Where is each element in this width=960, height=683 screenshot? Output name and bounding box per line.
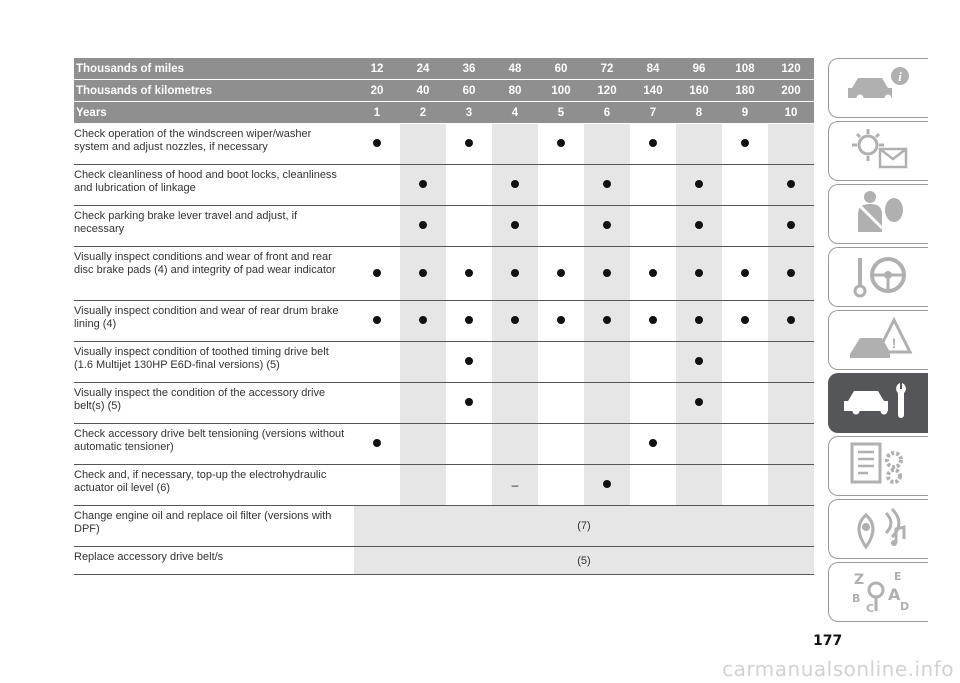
schedule-cell xyxy=(584,301,630,342)
scheduled-dot-icon xyxy=(373,139,381,147)
schedule-cell xyxy=(768,424,814,465)
key-steering-wheel-icon xyxy=(844,251,914,304)
operation-description: Visually inspect condition of toothed timing drive belt (1.6 Multijet 130HP E6D-final versions) (5) xyxy=(74,342,354,383)
table-row xyxy=(74,124,814,165)
schedule-cell xyxy=(584,383,630,424)
schedule-cell xyxy=(768,124,814,165)
scheduled-dot-icon xyxy=(649,139,657,147)
operation-description: Check and, if necessary, top-up the electrohydraulic actuator oil level (6) xyxy=(74,465,354,506)
schedule-cell xyxy=(446,165,492,206)
seatbelt-airbag-icon xyxy=(844,188,914,241)
schedule-cell xyxy=(676,165,722,206)
header-label: Years xyxy=(74,102,354,124)
chapter-tab[interactable] xyxy=(828,373,928,433)
operation-description: Visually inspect conditions and wear of front and rear disc brake pads (4) and integrity of pad wear indicator xyxy=(74,247,354,301)
schedule-cell xyxy=(722,247,768,301)
schedule-cell xyxy=(630,383,676,424)
scheduled-dot-icon xyxy=(557,269,565,277)
header-value: 140 xyxy=(630,80,676,102)
header-value: 7 xyxy=(630,102,676,124)
schedule-cell xyxy=(584,342,630,383)
schedule-cell xyxy=(492,383,538,424)
schedule-cell xyxy=(354,301,400,342)
scheduled-dot-icon xyxy=(603,480,611,488)
table-row xyxy=(74,465,814,506)
schedule-cell xyxy=(722,383,768,424)
header-value: 10 xyxy=(768,102,814,124)
scheduled-dot-icon xyxy=(741,139,749,147)
scheduled-dot-icon xyxy=(465,398,473,406)
scheduled-dot-icon xyxy=(787,221,795,229)
car-breakdown-warning-icon xyxy=(844,314,914,367)
schedule-cell xyxy=(722,206,768,247)
scheduled-dot-icon xyxy=(511,180,519,188)
scheduled-dot-icon xyxy=(741,316,749,324)
svg-text:D: D xyxy=(899,599,909,613)
header-value: 40 xyxy=(400,80,446,102)
schedule-cell xyxy=(584,124,630,165)
warning-light-message-icon xyxy=(844,125,914,178)
header-value: 48 xyxy=(492,58,538,80)
schedule-cell xyxy=(584,465,630,506)
scheduled-dot-icon xyxy=(695,180,703,188)
schedule-cell xyxy=(492,206,538,247)
svg-text:C: C xyxy=(865,601,874,614)
schedule-cell xyxy=(630,165,676,206)
chapter-tab[interactable] xyxy=(828,310,928,370)
header-value: 5 xyxy=(538,102,584,124)
schedule-cell xyxy=(354,342,400,383)
scheduled-dot-icon xyxy=(649,269,657,277)
scheduled-dot-icon xyxy=(419,316,427,324)
header-value: 12 xyxy=(354,58,400,80)
schedule-cell xyxy=(492,247,538,301)
header-value: 72 xyxy=(584,58,630,80)
schedule-cell xyxy=(722,301,768,342)
scheduled-dot-icon xyxy=(557,139,565,147)
table-row xyxy=(74,547,814,575)
operation-description: Check parking brake lever travel and adjust, if necessary xyxy=(74,206,354,247)
schedule-cell xyxy=(768,165,814,206)
header-value: 100 xyxy=(538,80,584,102)
schedule-cell xyxy=(446,124,492,165)
schedule-cell xyxy=(768,247,814,301)
watermark-text: carmanualsonline.info xyxy=(722,657,954,681)
schedule-cell xyxy=(538,206,584,247)
header-value: 60 xyxy=(446,80,492,102)
schedule-cell xyxy=(354,165,400,206)
schedule-cell xyxy=(492,424,538,465)
chapter-tab[interactable] xyxy=(828,562,928,622)
schedule-cell xyxy=(676,342,722,383)
header-value: 160 xyxy=(676,80,722,102)
schedule-cell xyxy=(446,206,492,247)
schedule-cell xyxy=(538,424,584,465)
header-row-years xyxy=(74,102,814,124)
header-value: 84 xyxy=(630,58,676,80)
schedule-cell xyxy=(768,465,814,506)
scheduled-dot-icon xyxy=(695,269,703,277)
schedule-cell xyxy=(400,247,446,301)
header-label: Thousands of miles xyxy=(74,58,354,80)
scheduled-dot-icon xyxy=(373,439,381,447)
header-value: 2 xyxy=(400,102,446,124)
scheduled-dot-icon xyxy=(649,439,657,447)
header-value: 200 xyxy=(768,80,814,102)
table-row xyxy=(74,506,814,547)
schedule-cell xyxy=(630,342,676,383)
scheduled-dot-icon xyxy=(787,269,795,277)
schedule-cell xyxy=(492,465,538,506)
scheduled-dot-icon xyxy=(603,269,611,277)
schedule-cell xyxy=(768,301,814,342)
table-row xyxy=(74,206,814,247)
scheduled-dot-icon xyxy=(603,316,611,324)
schedule-cell xyxy=(538,247,584,301)
operation-description: Visually inspect condition and wear of rear drum brake lining (4) xyxy=(74,301,354,342)
schedule-cell xyxy=(722,124,768,165)
header-value: 96 xyxy=(676,58,722,80)
scheduled-dot-icon xyxy=(511,316,519,324)
table-row xyxy=(74,301,814,342)
scheduled-dot-icon xyxy=(557,316,565,324)
schedule-cell xyxy=(446,342,492,383)
svg-text:i: i xyxy=(897,68,902,84)
schedule-cell xyxy=(676,383,722,424)
schedule-cell xyxy=(400,165,446,206)
schedule-cell xyxy=(584,206,630,247)
car-info-icon xyxy=(844,62,914,115)
maintenance-schedule-table xyxy=(74,58,814,575)
alphabetical-index-icon xyxy=(844,566,914,619)
scheduled-dot-icon xyxy=(695,398,703,406)
chapter-tab-sidebar xyxy=(828,58,928,625)
schedule-cell xyxy=(446,383,492,424)
scheduled-dot-icon xyxy=(695,221,703,229)
header-value: 180 xyxy=(722,80,768,102)
schedule-cell xyxy=(768,206,814,247)
schedule-cell xyxy=(400,342,446,383)
header-value: 120 xyxy=(768,58,814,80)
schedule-cell xyxy=(768,342,814,383)
operation-description: Check operation of the windscreen wiper/washer system and adjust nozzles, if necessary xyxy=(74,124,354,165)
schedule-cell xyxy=(354,247,400,301)
schedule-cell xyxy=(676,424,722,465)
header-value: 8 xyxy=(676,102,722,124)
operation-description: Check cleanliness of hood and boot locks, cleanliness and lubrication of linkage xyxy=(74,165,354,206)
scheduled-dot-icon xyxy=(419,269,427,277)
multimedia-icon xyxy=(844,503,914,556)
schedule-cell xyxy=(446,424,492,465)
header-value: 36 xyxy=(446,58,492,80)
schedule-cell xyxy=(400,383,446,424)
schedule-cell xyxy=(538,342,584,383)
header-value: 3 xyxy=(446,102,492,124)
header-row-kilometres xyxy=(74,80,814,102)
schedule-cell xyxy=(400,465,446,506)
schedule-cell xyxy=(676,247,722,301)
svg-text:E: E xyxy=(893,569,902,583)
svg-text:B: B xyxy=(851,591,860,605)
schedule-cell xyxy=(538,165,584,206)
schedule-cell xyxy=(584,247,630,301)
scheduled-dot-icon xyxy=(465,316,473,324)
header-value: 20 xyxy=(354,80,400,102)
chapter-tab[interactable] xyxy=(828,247,928,307)
schedule-cell xyxy=(492,165,538,206)
schedule-cell xyxy=(676,465,722,506)
header-label: Thousands of kilometres xyxy=(74,80,354,102)
schedule-cell xyxy=(630,247,676,301)
scheduled-dot-icon xyxy=(465,357,473,365)
scheduled-dot-icon xyxy=(373,269,381,277)
schedule-cell xyxy=(722,165,768,206)
scheduled-dot-icon xyxy=(465,139,473,147)
schedule-cell xyxy=(354,383,400,424)
chapter-tab[interactable] xyxy=(828,436,928,496)
scheduled-dot-icon xyxy=(511,221,519,229)
schedule-cell xyxy=(676,124,722,165)
chapter-tab[interactable] xyxy=(828,499,928,559)
schedule-cell xyxy=(538,465,584,506)
schedule-cell xyxy=(676,206,722,247)
schedule-cell xyxy=(630,301,676,342)
header-value: 24 xyxy=(400,58,446,80)
svg-text:!: ! xyxy=(891,334,896,351)
schedule-cell xyxy=(722,424,768,465)
chapter-tab[interactable] xyxy=(828,121,928,181)
schedule-cell xyxy=(722,465,768,506)
scheduled-dot-icon xyxy=(465,269,473,277)
schedule-cell xyxy=(446,247,492,301)
schedule-cell xyxy=(492,124,538,165)
operation-description: Visually inspect the condition of the accessory drive belt(s) (5) xyxy=(74,383,354,424)
scheduled-dot-icon xyxy=(373,316,381,324)
car-service-wrench-icon xyxy=(844,377,914,430)
schedule-cell xyxy=(400,124,446,165)
schedule-cell xyxy=(446,465,492,506)
header-value: 9 xyxy=(722,102,768,124)
scheduled-dot-icon xyxy=(603,221,611,229)
cell-mark: – xyxy=(511,478,519,492)
schedule-cell xyxy=(676,301,722,342)
header-value: 1 xyxy=(354,102,400,124)
page-number: 177 xyxy=(813,633,843,649)
schedule-cell xyxy=(722,342,768,383)
schedule-cell xyxy=(630,206,676,247)
header-value: 120 xyxy=(584,80,630,102)
schedule-cell xyxy=(492,342,538,383)
svg-text:A: A xyxy=(887,584,900,604)
schedule-cell xyxy=(538,124,584,165)
scheduled-dot-icon xyxy=(787,316,795,324)
schedule-cell xyxy=(354,206,400,247)
scheduled-dot-icon xyxy=(649,316,657,324)
schedule-cell xyxy=(584,424,630,465)
scheduled-dot-icon xyxy=(419,180,427,188)
schedule-cell xyxy=(492,301,538,342)
scheduled-dot-icon xyxy=(511,269,519,277)
schedule-cell xyxy=(354,124,400,165)
scheduled-dot-icon xyxy=(695,357,703,365)
specifications-gear-icon xyxy=(844,440,914,493)
table-row xyxy=(74,342,814,383)
schedule-cell xyxy=(630,465,676,506)
scheduled-dot-icon xyxy=(695,316,703,324)
interval-note: (7) xyxy=(354,506,814,547)
header-value: 60 xyxy=(538,58,584,80)
schedule-cell xyxy=(630,424,676,465)
scheduled-dot-icon xyxy=(787,180,795,188)
operation-description: Change engine oil and replace oil filter (versions with DPF) xyxy=(74,506,354,547)
header-row-miles xyxy=(74,58,814,80)
schedule-cell xyxy=(400,424,446,465)
schedule-cell xyxy=(400,301,446,342)
svg-text:Z: Z xyxy=(853,571,864,588)
schedule-cell xyxy=(354,424,400,465)
header-value: 6 xyxy=(584,102,630,124)
scheduled-dot-icon xyxy=(603,180,611,188)
chapter-tab[interactable] xyxy=(828,58,928,118)
schedule-cell xyxy=(400,206,446,247)
table-row xyxy=(74,165,814,206)
scheduled-dot-icon xyxy=(419,221,427,229)
header-value: 108 xyxy=(722,58,768,80)
scheduled-dot-icon xyxy=(741,269,749,277)
table-row xyxy=(74,247,814,301)
schedule-cell xyxy=(538,383,584,424)
schedule-cell xyxy=(538,301,584,342)
operation-description: Replace accessory drive belt/s xyxy=(74,547,354,575)
table-row xyxy=(74,383,814,424)
schedule-cell xyxy=(768,383,814,424)
schedule-cell xyxy=(446,301,492,342)
operation-description: Check accessory drive belt tensioning (versions without automatic tensioner) xyxy=(74,424,354,465)
schedule-cell xyxy=(354,465,400,506)
interval-note: (5) xyxy=(354,547,814,575)
schedule-cell xyxy=(630,124,676,165)
table-row xyxy=(74,424,814,465)
header-value: 80 xyxy=(492,80,538,102)
chapter-tab[interactable] xyxy=(828,184,928,244)
schedule-cell xyxy=(584,165,630,206)
header-value: 4 xyxy=(492,102,538,124)
